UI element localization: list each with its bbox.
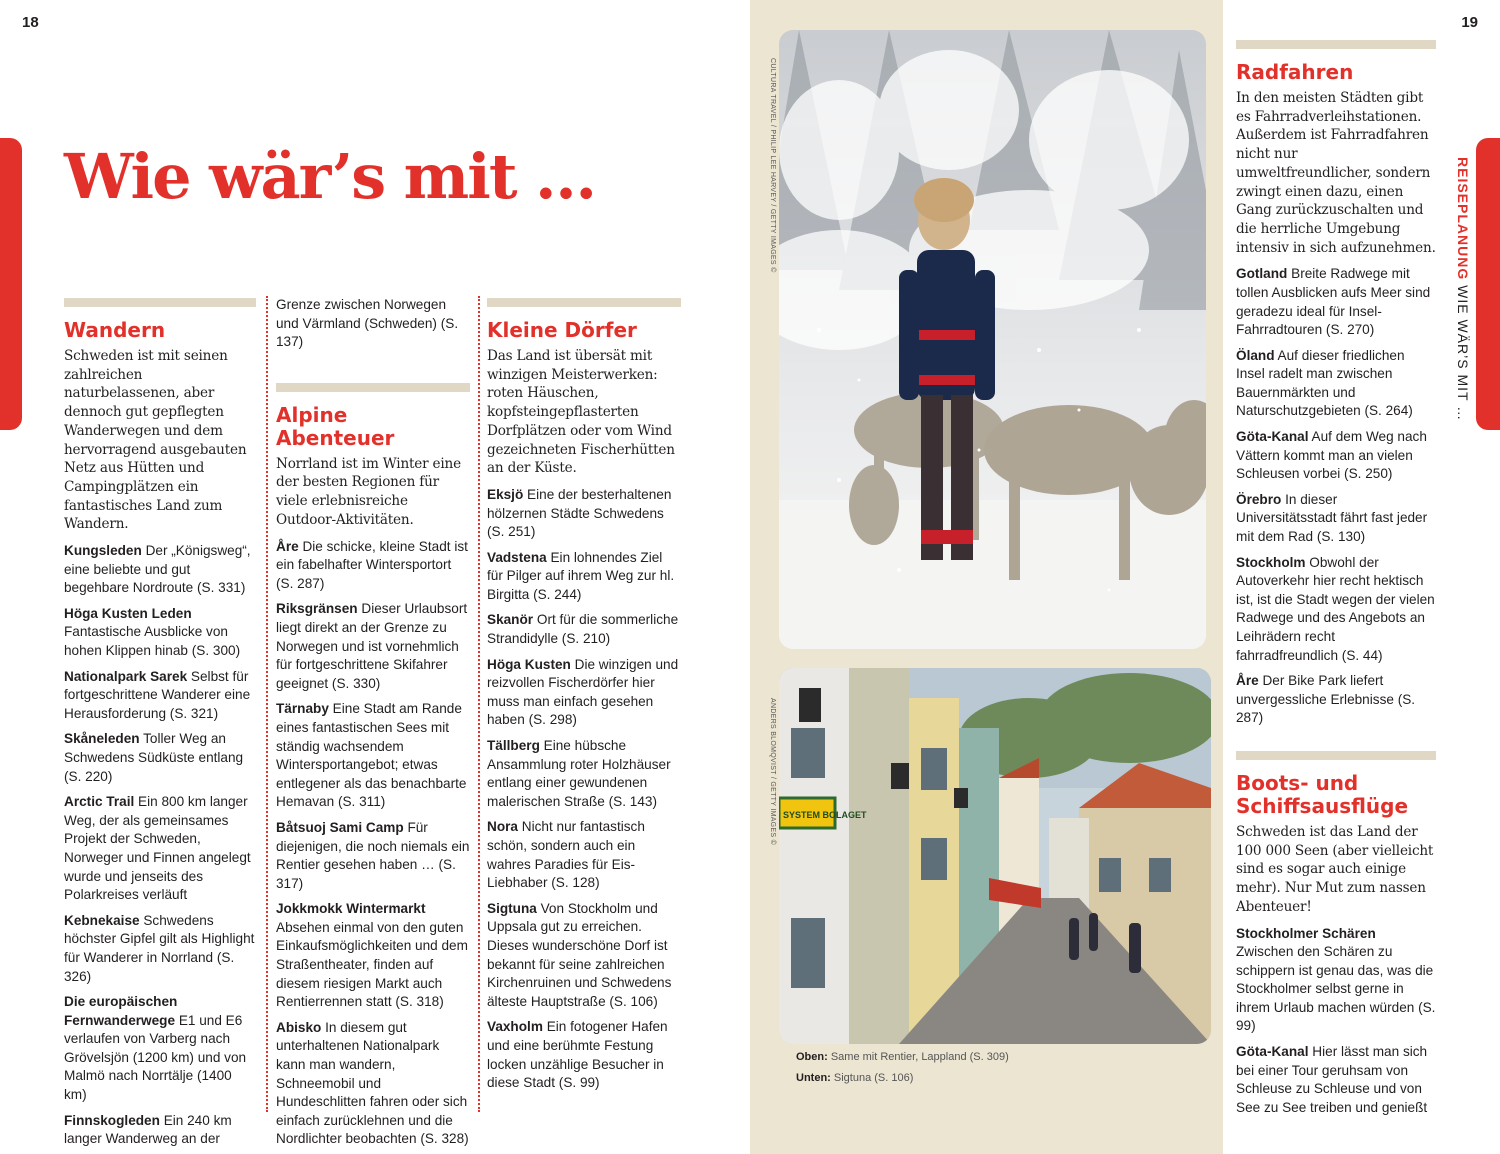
entry-name: Arctic Trail xyxy=(64,794,135,810)
entry-name: Skåneleden xyxy=(64,731,140,747)
entry-name: Vaxholm xyxy=(487,1019,543,1035)
list-item xyxy=(1236,925,1436,1037)
section-spacer xyxy=(276,359,470,383)
caption-text: Sigtuna (S. 106) xyxy=(830,1072,914,1084)
entry-text: Ein 240 km langer Wanderweg an der xyxy=(64,1112,232,1147)
section-heading: Kleine Dörfer xyxy=(487,318,637,342)
entry-name: Die europäischen Fernwanderwege xyxy=(64,994,178,1028)
entry-name: Abisko xyxy=(276,1019,322,1035)
entry-text: Der Bike Park liefert unvergessliche Erlebnisse (S. 287) xyxy=(1236,673,1416,726)
entry-name: Tällberg xyxy=(487,738,540,754)
list-item xyxy=(64,1112,256,1149)
list-item xyxy=(487,611,681,648)
section-intro: Schweden ist mit seinen zahlreichen naturbelassenen, aber dennoch gut gepflegten Wanderwegen und dem hervorragend ausgebauten Netz aus Hütten und Campingplätzen ein fantastisches Land zum Wandern. xyxy=(64,348,247,533)
entry-name: Jokkmokk Wintermarkt xyxy=(276,901,426,917)
section-tab-right xyxy=(1476,138,1500,430)
list-item xyxy=(276,819,470,893)
entry-text: Obwohl der Autoverkehr hier recht hektisch ist, ist die Stadt wegen der vielen Radwege und des Angebots an Leihrädern recht fahrradfreundlich (S. 44) xyxy=(1236,554,1435,663)
section-heading: Wandern xyxy=(64,318,166,342)
entry-text: Breite Radwege mit tollen Ausblicken aufs Meer sind geradezu ideal für Insel-Fahrradtouren (S. 270) xyxy=(1236,266,1431,338)
list-item xyxy=(64,542,256,598)
entry-name: Åre xyxy=(276,538,299,554)
list-item xyxy=(64,668,256,724)
entry-name: Nora xyxy=(487,819,518,835)
side-label-topic: WIE WÄR’S MIT … xyxy=(1455,285,1471,422)
list-item xyxy=(64,912,256,986)
entry-text: Der „Königsweg“, eine beliebte und gut begehbare Nordroute (S. 331) xyxy=(64,543,251,596)
entry-text: Die schicke, kleine Stadt ist ein fabelhafter Wintersportort (S. 287) xyxy=(276,538,468,591)
list-item xyxy=(1236,1043,1436,1117)
entry-list xyxy=(487,486,681,1093)
section-bar xyxy=(276,383,470,392)
list-item xyxy=(276,900,470,1012)
section-intro: Norrland ist im Winter eine der besten Regionen für viele erlebnisreiche Outdoor-Aktivitäten. xyxy=(276,455,461,528)
entry-name: Skanör xyxy=(487,612,534,628)
section-intro: Schweden ist das Land der 100 000 Seen (aber vielleicht sind es sogar auch einige mehr). Nur Mut zum nassen Abenteuer! xyxy=(1236,824,1434,915)
entry-name: Tärnaby xyxy=(276,701,329,717)
list-item xyxy=(1236,347,1436,421)
store-sign: SYSTEM BOLAGET xyxy=(783,810,867,820)
side-label-section: REISEPLANUNG xyxy=(1455,157,1471,281)
entry-text: Zwischen den Schären zu schippern ist genau das, was die Stockholmer selbst gerne in ihrem Urlaub machen würden (S. 99) xyxy=(1236,944,1436,1034)
entry-text: Auf dem Weg nach Vättern kommt man an vielen Schleusen vorbei (S. 250) xyxy=(1236,429,1427,482)
section-heading: Radfahren xyxy=(1236,60,1354,84)
list-item xyxy=(1236,428,1436,484)
section-intro: Das Land ist übersät mit winzigen Meisterwerken: roten Häuschen, kopfsteingepflasterten Dorfplätzen oder vom Wind gezeichneten Fischerhütten an der Küste. xyxy=(487,348,675,477)
list-item xyxy=(1236,265,1436,339)
list-item xyxy=(64,793,256,905)
list-item xyxy=(487,549,681,605)
entry-text: Die winzigen und reizvollen Fischerdörfer hier muss man einfach gesehen haben (S. 298) xyxy=(487,656,679,728)
entry-text: Ein lohnendes Ziel für Pilger auf ihrem Weg zur hl. Birgitta (S. 244) xyxy=(487,549,675,602)
entry-name: Kebnekaise xyxy=(64,912,140,928)
entry-text: Selbst für fortgeschrittene Wanderer eine Herausforderung (S. 321) xyxy=(64,668,251,721)
entry-name: Göta-Kanal xyxy=(1236,1044,1309,1060)
caption-text: Same mit Rentier, Lappland (S. 309) xyxy=(827,1051,1009,1063)
list-item xyxy=(276,700,470,812)
entry-list xyxy=(276,538,470,1149)
photo-credit-top: CULTURA TRAVEL / PHILIP LEE HARVEY / GETTY IMAGES © xyxy=(769,58,776,273)
entry-text: Ort für die sommerliche Strandidylle (S. 210) xyxy=(487,612,679,647)
photo-sigtuna xyxy=(779,668,1211,1044)
column-doerfer xyxy=(487,298,681,1100)
caption-bottom xyxy=(796,1072,913,1084)
section-bar xyxy=(64,298,256,307)
entry-text: Eine der besterhaltenen hölzernen Städte Schwedens (S. 251) xyxy=(487,486,672,540)
list-item xyxy=(1236,554,1436,666)
entry-text: Nicht nur fantastisch schön, sondern auch ein wahres Paradies für Eis-Liebhaber (S. 128) xyxy=(487,819,645,891)
entry-list xyxy=(64,542,256,1149)
entry-name: Åre xyxy=(1236,673,1259,689)
page-title: Wie wär’s mit … xyxy=(64,140,596,213)
entry-list xyxy=(1236,265,1436,728)
column-divider xyxy=(478,296,480,1112)
entry-name: Stockholmer Schären xyxy=(1236,925,1376,941)
list-item xyxy=(276,1019,470,1149)
list-item xyxy=(487,818,681,892)
list-item xyxy=(276,600,470,693)
list-item xyxy=(64,993,256,1105)
entry-name: Vadstena xyxy=(487,549,547,565)
list-item xyxy=(1236,672,1436,728)
entry-name: Stockholm xyxy=(1236,554,1306,570)
entry-text: Dieser Urlaubsort liegt direkt an der Grenze zu Norwegen und ist vornehmlich für fortgeschrittene Skifahrer geeignet (S. 330) xyxy=(276,601,468,691)
entry-name: Höga Kusten xyxy=(487,656,571,672)
section-heading: Alpine Abenteuer xyxy=(276,402,395,450)
list-item xyxy=(487,486,681,542)
entry-name: Eksjö xyxy=(487,486,524,502)
section-bar xyxy=(1236,751,1436,760)
list-item xyxy=(487,737,681,811)
photo-credit-bottom: ANDERS BLOMQVIST / GETTY IMAGES © xyxy=(769,698,776,846)
list-item xyxy=(1236,491,1436,547)
entry-text: Von Stockholm und Uppsala gut zu erreichen. Dieses wunderschöne Dorf ist bekannt für seine zahlreichen Kirchenruinen und Schwedens älteste Hauptstraße (S. 106) xyxy=(487,900,672,1009)
list-item xyxy=(487,656,681,730)
caption-top xyxy=(796,1051,1009,1063)
entry-name: Öland xyxy=(1236,347,1275,363)
entry-text: Schwedens höchster Gipfel gilt als Highlight für Wanderer in Norrland (S. 326) xyxy=(64,912,255,984)
entry-name: Örebro xyxy=(1236,491,1282,507)
entry-continuation: Grenze zwischen Norwegen und Värmland (Schweden) (S. 137) xyxy=(276,297,459,350)
entry-text: Toller Weg an Schwedens Südküste entlang (S. 220) xyxy=(64,731,244,784)
section-tab-left xyxy=(0,138,22,430)
entry-name: Göta-Kanal xyxy=(1236,429,1309,445)
column-divider xyxy=(266,296,268,1112)
snow-scene-illustration xyxy=(779,30,1206,649)
entry-text: Eine hübsche Ansammlung roter Holzhäuser entlang einer gewundenen malerischen Straße (S. 143) xyxy=(487,738,671,809)
column-boots xyxy=(1236,751,1436,1124)
list-item xyxy=(276,538,470,594)
column-wandern xyxy=(64,298,256,1154)
entry-name: Riksgränsen xyxy=(276,601,358,617)
column-alpine xyxy=(276,296,470,1154)
entry-name: Höga Kusten Leden xyxy=(64,605,192,621)
entry-text: Auf dieser friedlichen Insel radelt man zwischen Bauernmärkten und Naturschutzgebieten (S. 264) xyxy=(1236,347,1413,419)
side-label xyxy=(1455,157,1471,421)
list-item xyxy=(64,730,256,786)
section-intro: In den meisten Städten gibt es Fahrradverleihstationen. Außerdem ist Fahrradfahren nicht nur umweltfreundlicher, sondern zwingt einen dazu, einen Gang zurückzuschalten und die herrliche Umgebung intensiv in sich aufzunehmen. xyxy=(1236,90,1436,256)
entry-text: Fantastische Ausblicke von hohen Klippen hinab (S. 300) xyxy=(64,624,241,658)
entry-text: Hier lässt man sich bei einer Tour geruhsam von Schleuse zu Schleuse und von See zu See treiben und genießt xyxy=(1236,1044,1428,1115)
entry-name: Båtsuoj Sami Camp xyxy=(276,819,404,835)
entry-text: Absehen einmal von den guten Einkaufsmöglichkeiten und dem Straßentheater, finden auf diesem riesigen Markt auch Rentierrennen statt (S. 318) xyxy=(276,919,468,1010)
list-item xyxy=(487,1018,681,1092)
entry-text: Für diejenigen, die noch niemals ein Rentier gesehen haben … (S. 317) xyxy=(276,819,470,891)
column-radfahren xyxy=(1236,40,1436,735)
entry-name: Kungsleden xyxy=(64,543,142,559)
section-bar xyxy=(1236,40,1436,49)
entry-name: Finnskogleden xyxy=(64,1112,160,1128)
page-number-right: 19 xyxy=(1461,14,1478,31)
entry-name: Nationalpark Sarek xyxy=(64,668,188,684)
caption-label: Unten: xyxy=(796,1072,831,1084)
entry-text: In diesem gut unterhaltenen Nationalpark kann man wandern, Schneemobil und Hundeschlitten fahren oder sich einfach zurücklehnen und die Nordlichter beobachten (S. 328) xyxy=(276,1019,469,1147)
entry-list xyxy=(1236,925,1436,1118)
entry-text: In dieser Universitätsstadt fährt fast jeder mit dem Rad (S. 130) xyxy=(1236,491,1428,545)
entry-text: E1 und E6 verlaufen von Varberg nach Grövelsjön (1200 km) und von Malmö nach Norrtälje (1400 km) xyxy=(64,1012,247,1103)
entry-text: Ein 800 km langer Weg, der als gemeinsames Projekt der Schweden, Norweger und Finnen angelegt wurde und jenseits des Polarkreises verläuft xyxy=(64,794,251,903)
entry-name: Sigtuna xyxy=(487,900,537,916)
list-item xyxy=(64,605,256,661)
photo-sami-reindeer xyxy=(779,30,1206,649)
section-heading: Boots- und Schiffsausflüge xyxy=(1236,771,1409,818)
section-bar xyxy=(487,298,681,307)
caption-label: Oben: xyxy=(796,1051,828,1063)
page-number-left: 18 xyxy=(22,14,39,31)
entry-text: Ein fotogener Hafen und eine berühmte Festung locken unzählige Besucher in diese Stadt (S. 99) xyxy=(487,1019,668,1091)
list-item xyxy=(487,900,681,1012)
street-scene-illustration xyxy=(779,668,1211,1044)
entry-name: Gotland xyxy=(1236,266,1288,282)
entry-text: Eine Stadt am Rande eines fantastischen Sees mit ständig wachsendem Wintersportangebot; etwas entlegener als das benachbarte Hemavan (S. 311) xyxy=(276,701,467,810)
